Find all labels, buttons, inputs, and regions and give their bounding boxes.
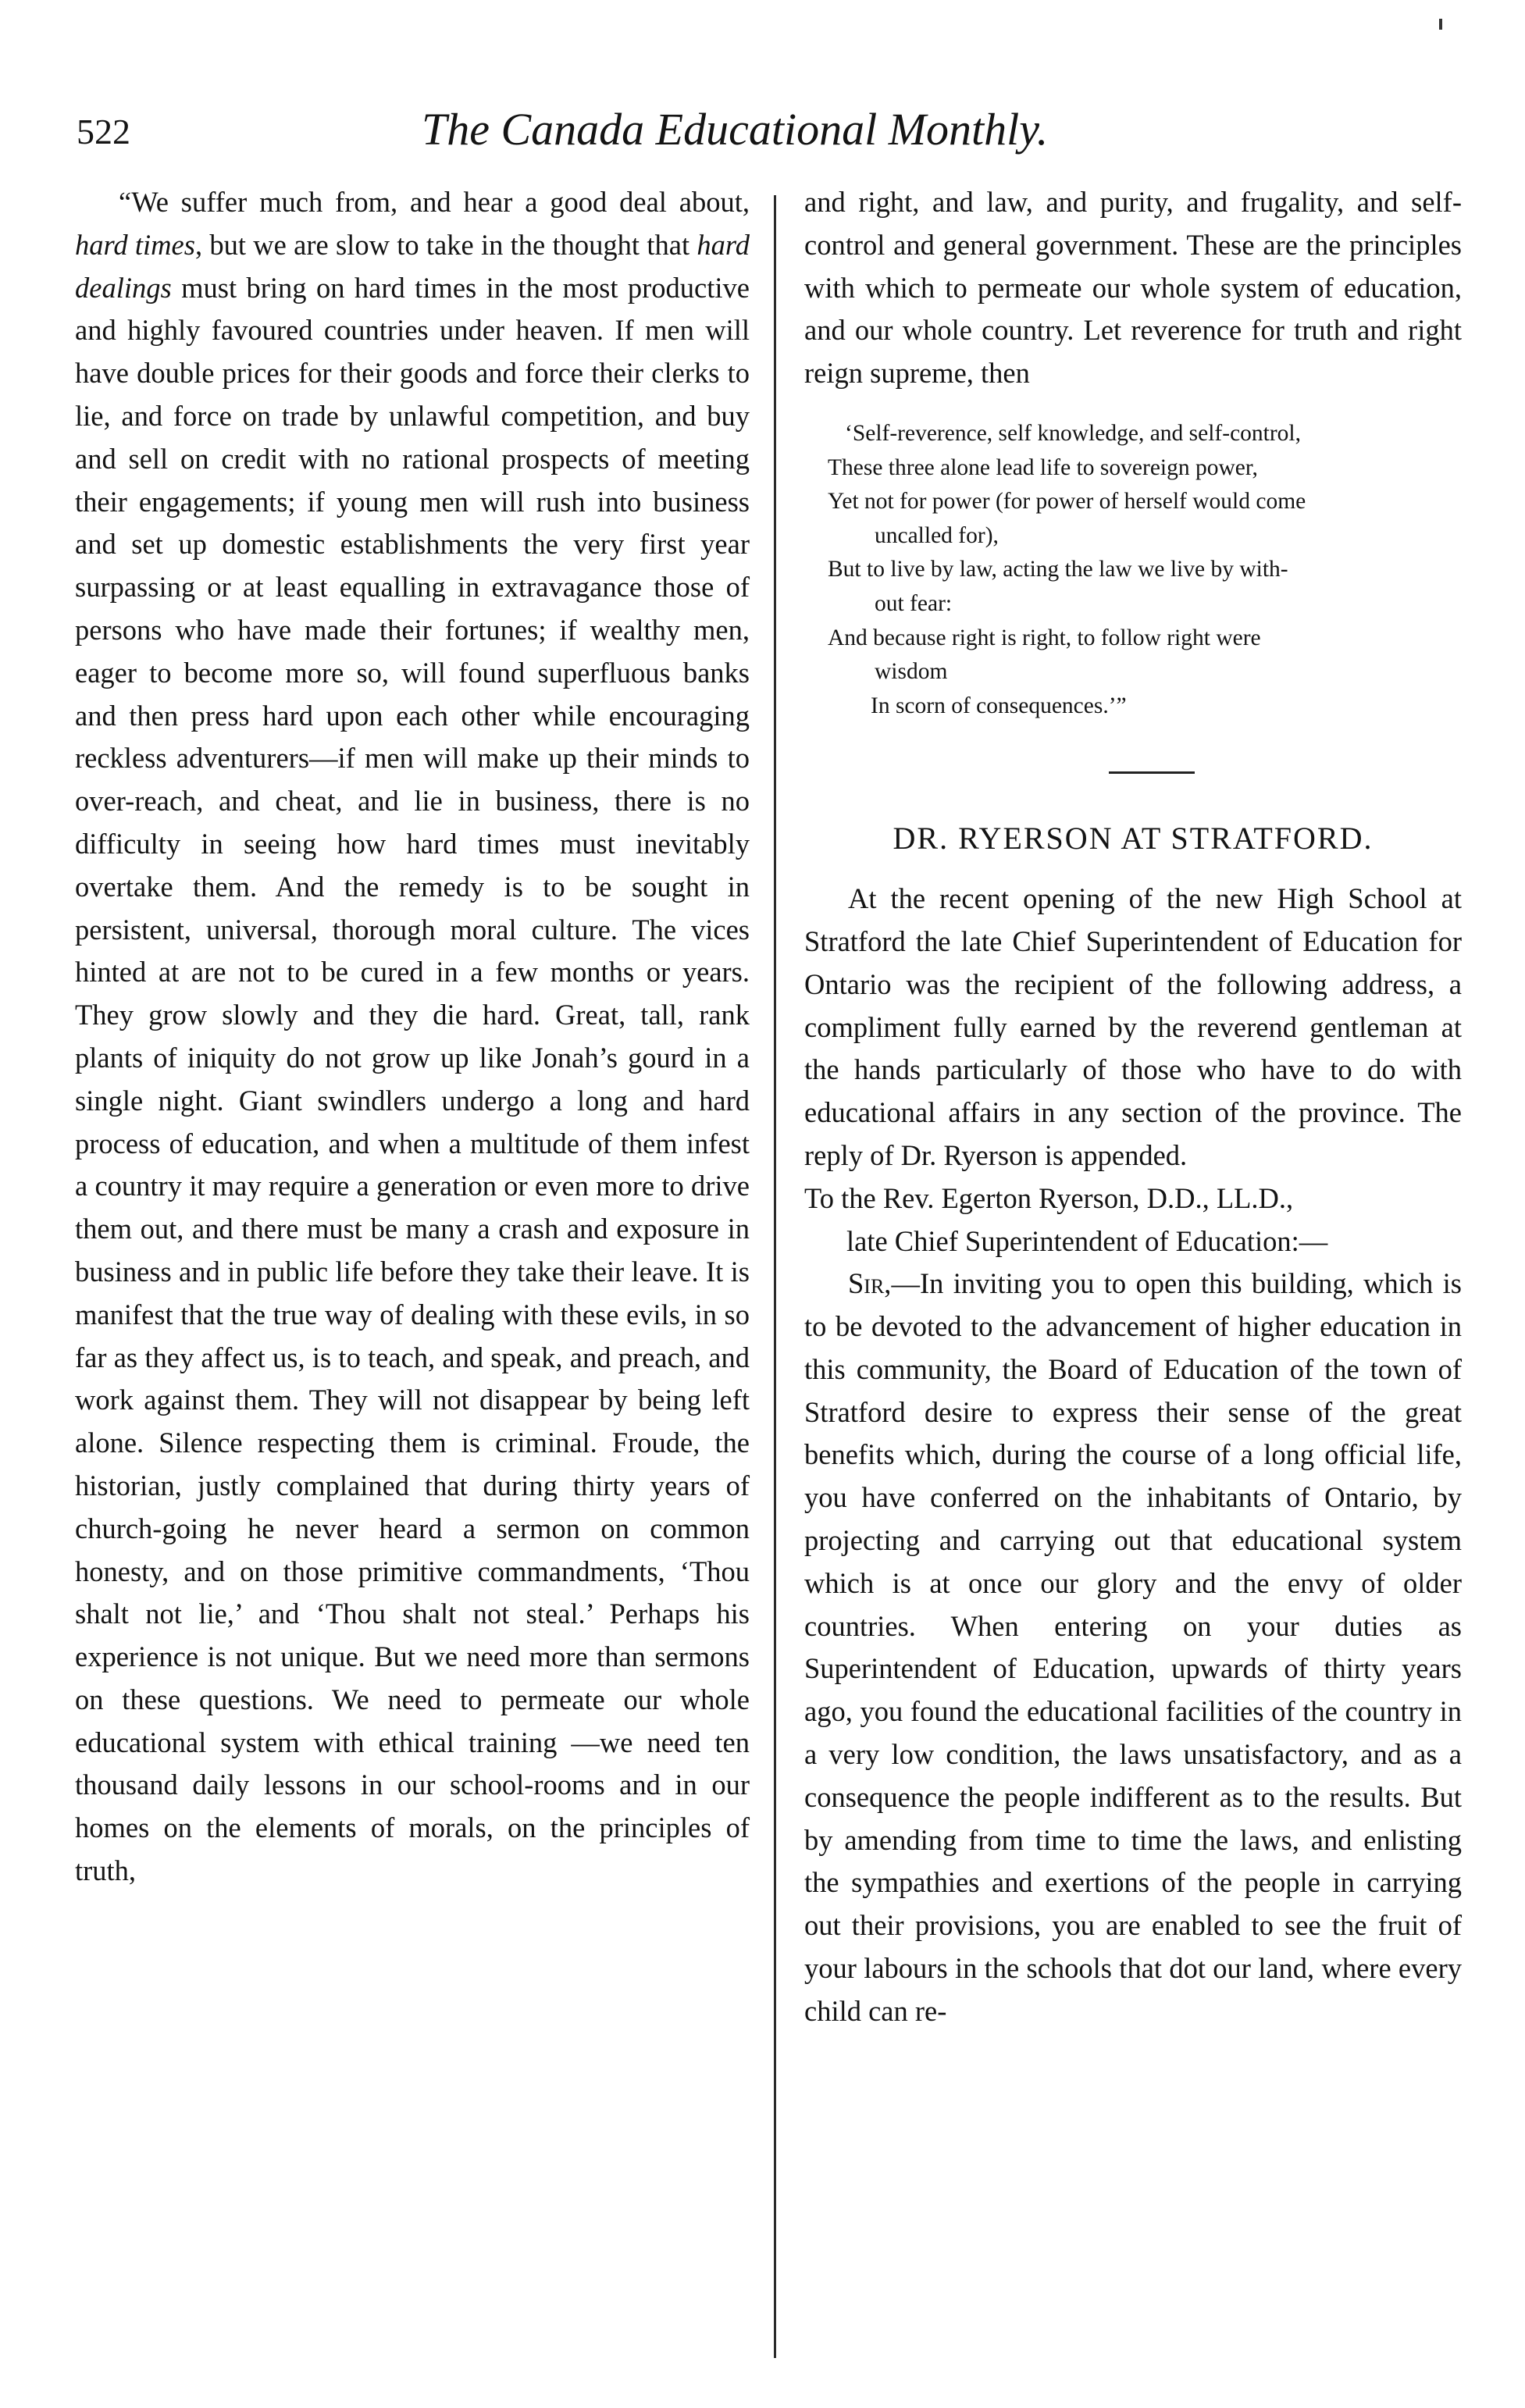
- addressee-line: late Chief Superintendent of Education:—: [846, 1224, 1328, 1257]
- page-edge-mark: [1439, 19, 1442, 30]
- address-text: —In inviting you to open this building, which is to be devoted to the advancement of higher education in this community, the Board of Education of the town of Stratford desire to express their sense of the great benefits which, during the course of a long official life, you have conferred on the inhabitants of Ontario, by projecting and carrying out that educational system which is at once our glory and the envy of older countries. When entering on your duties as Superintendent of Education, upwards of thirty years ago, you found the educational facilities of the country in a very low condition, the laws unsatisfactory, and as a consequence the people indifferent as to the results. But by amending from time to time the laws, and enlisting the sympathies and exertions of the people in carrying out their provisions, you are enabled to see the fruit of your labours in the schools that dot our land, where every child can re-: [804, 1267, 1462, 2027]
- right-column: [804, 181, 1462, 2033]
- salutation: Sir,: [848, 1267, 892, 1300]
- section-divider: [1109, 771, 1195, 774]
- poem-line: But to live by law, acting the law we live by with-: [828, 557, 1288, 582]
- poem-quotation: [804, 417, 1462, 723]
- poem-line: out fear:: [875, 590, 953, 616]
- poem-line: In scorn of consequences.’”: [871, 693, 1127, 718]
- continuation-paragraph: and right, and law, and purity, and frugality, and self-control and general government. These are the principles with which to permeate our whole system of education, and our whole country. Let reverence for truth and right reign supreme, then: [804, 186, 1462, 390]
- address-body: [804, 1263, 1462, 2032]
- column-rule: [774, 195, 776, 2358]
- left-column: [75, 181, 750, 1893]
- intro-paragraph: At the recent opening of the new High School at Stratford the late Chief Superintendent of Education for Ontario was the recipient of the following address, a compliment fully earned by the reverend gentleman at the hands particularly of those who have to do with educational affairs in any section of the province. The reply of Dr. Ryerson is appended.: [804, 882, 1462, 1171]
- running-head-title: The Canada Educational Monthly.: [422, 104, 1049, 155]
- page-number: 522: [77, 112, 130, 151]
- poem-line: wisdom: [875, 659, 948, 685]
- poem-line: uncalled for),: [875, 522, 999, 548]
- poem-line: These three alone lead life to sovereign power,: [828, 454, 1258, 480]
- poem-line: ‘Self-reverence, self knowledge, and self-control,: [845, 420, 1302, 446]
- poem-line: And because right is right, to follow right were: [828, 625, 1261, 650]
- section-title: DR. RYERSON AT STRATFORD.: [893, 821, 1374, 857]
- poem-line: Yet not for power (for power of herself would come: [828, 489, 1306, 515]
- addressee-line: To the Rev. Egerton Ryerson, D.D., LL.D.,: [804, 1181, 1294, 1214]
- left-paragraph: “We suffer much from, and hear a good deal about, hard times, but we are slow to take in the thought that hard dealings must bring on hard times in the most productive and highly favoured countries under heaven. If men will have double prices for their goods and force their clerks to lie, and force on trade by unlawful competition, and buy and sell on credit with no rational prospects of meeting their engagements; if young men will rush into business and set up domestic establishments the very first year surpassing or at least equalling in extravagance those of persons who have made their fortunes; if wealthy men, eager to become more so, will found superfluous banks and then press hard upon each other while encouraging reckless adventurers—if men will make up their minds to over-reach, and cheat, and lie in business, there is no difficulty in seeing how hard times must inevitably overtake them. And the remedy is to be sought in persistent, universal, thorough moral culture. The vices hinted at are not to be cured in a few months or years. They grow slowly and they die hard. Great, tall, rank plants of iniquity do not grow up like Jonah’s gourd in a single night. Giant swindlers undergo a long and hard process of education, and when a multitude of them infest a country it may require a generation or even more to drive them out, and there must be many a crash and exposure in business and in public life before they take their leave. It is manifest that the true way of dealing with these evils, in so far as they affect us, is to teach, and speak, and preach, and work against them. They will not disappear by being left alone. Silence respecting them is criminal. Froude, the historian, justly complained that during thirty years of church-going he never heard a sermon on common honesty, and on those primitive commandments, ‘Thou shalt not lie,’ and ‘Thou shalt not steal.’ Perhaps his experience is not unique. But we need more than sermons on these questions. We need to permeate our whole educational system with ethical training —we need ten thousand daily lessons in our school-rooms and in our homes on the elements of morals, on the principles of truth,: [75, 186, 750, 1887]
- addressee: [804, 1177, 1462, 1263]
